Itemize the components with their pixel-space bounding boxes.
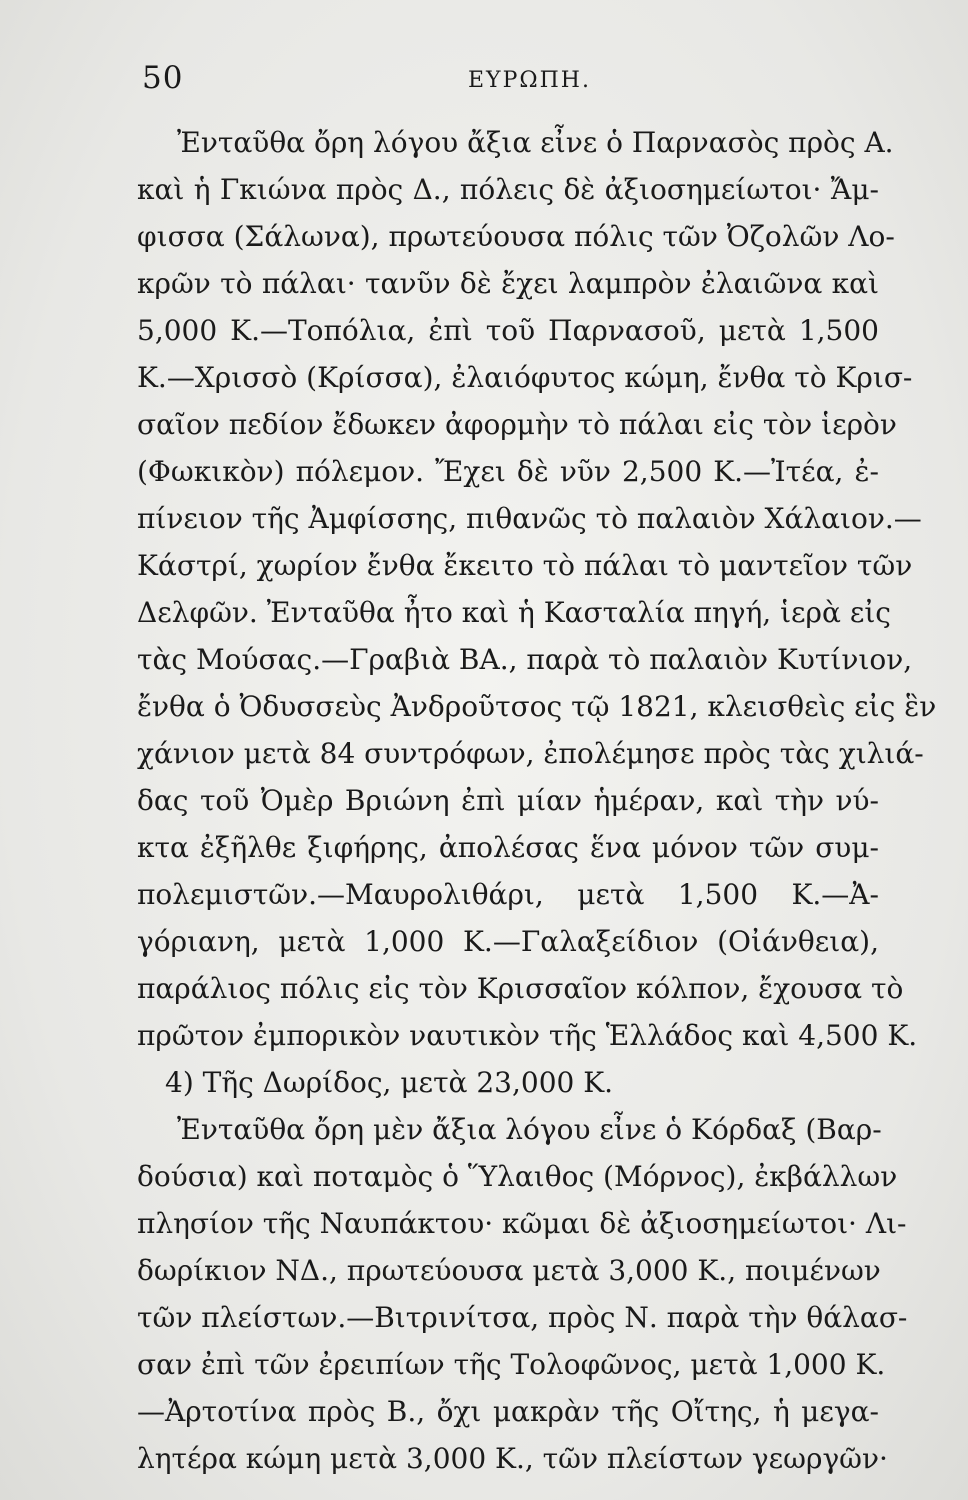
text-line: δούσια) καὶ ποταμὸς ὁ Ὕλαιθος (Μόρνος), ἐκβάλλων — [137, 1160, 898, 1193]
text-line: πλησίον τῆς Ναυπάκτου· κῶμαι δὲ ἀξιοσημείωτοι· Λι- — [137, 1207, 907, 1240]
text-line: Κ.—Χρισσὸ (Κρίσσα), ἐλαιόφυτος κώμη, ἔνθα τὸ Κρισ- — [137, 361, 913, 394]
text-line: 5,000 Κ.—Τοπόλια, ἐπὶ τοῦ Παρνασοῦ, μετὰ 1,500 — [137, 314, 879, 347]
text-line: Δελφῶν. Ἐνταῦθα ἦτο καὶ ἡ Κασταλία πηγή, ἱερὰ εἰς — [137, 596, 891, 629]
text-line: λητέρα κώμη μετὰ 3,000 Κ., τῶν πλείστων γεωργῶν· — [137, 1442, 888, 1475]
text-line: δας τοῦ Ὀμὲρ Βριώνη ἐπὶ μίαν ἡμέραν, καὶ τὴν νύ- — [137, 784, 879, 817]
text-line: ἔνθα ὁ Ὀδυσσεὺς Ἀνδροῦτσος τῷ 1821, κλεισθεὶς εἰς ἓν — [137, 690, 937, 723]
text-line: τῶν πλείστων.—Βιτρινίτσα, πρὸς Ν. παρὰ τὴν θάλασ- — [137, 1301, 908, 1334]
text-line: φισσα (Σάλωνα), πρωτεύουσα πόλις τῶν Ὀζολῶν Λο- — [137, 220, 895, 253]
text-line: χάνιον μετὰ 84 συντρόφων, ἐπολέμησε πρὸς τὰς χιλιά- — [137, 737, 924, 770]
text-line: πρῶτον ἐμπορικὸν ναυτικὸν τῆς Ἑλλάδος καὶ 4,500 Κ. — [137, 1019, 918, 1052]
page-header — [0, 60, 968, 100]
text-line: δωρίκιον ΝΔ., πρωτεύουσα μετὰ 3,000 Κ., ποιμένων — [137, 1254, 881, 1287]
text-line: γόριανη, μετὰ 1,000 Κ.—Γαλαξείδιον (Οἰάνθεια), — [137, 925, 879, 958]
text-line: Κάστρί, χωρίον ἔνθα ἔκειτο τὸ πάλαι τὸ μαντεῖον τῶν — [137, 549, 913, 582]
text-line: (Φωκικὸν) πόλεμον. Ἔχει δὲ νῦν 2,500 Κ.—Ἰτέα, ἐ- — [137, 455, 879, 488]
body-text — [137, 119, 937, 1482]
page-number: 50 — [142, 60, 184, 96]
text-line: —Ἀρτοτίνα πρὸς Β., ὄχι μακρὰν τῆς Οἴτης, ἡ μεγα- — [137, 1395, 879, 1428]
text-line: κρῶν τὸ πάλαι· τανῦν δὲ ἔχει λαμπρὸν ἐλαιῶνα καὶ — [137, 267, 879, 300]
text-line: πίνειον τῆς Ἀμφίσσης, πιθανῶς τὸ παλαιὸν Χάλαιον.— — [137, 502, 922, 535]
running-head: ΕΥΡΩΠΗ. — [468, 68, 591, 93]
text-line: κτα ἐξῆλθε ξιφήρης, ἀπολέσας ἕνα μόνον τῶν συμ- — [137, 831, 879, 864]
text-line: Ἐνταῦθα ὄρη μὲν ἄξια λόγου εἶνε ὁ Κόρδαξ (Βαρ- — [177, 1113, 882, 1146]
text-line: πολεμιστῶν.—Μαυρολιθάρι, μετὰ 1,500 Κ.—Ἀ- — [137, 878, 879, 911]
text-line: σαῖον πεδίον ἔδωκεν ἀφορμὴν τὸ πάλαι εἰς τὸν ἱερὸν — [137, 408, 897, 441]
text-line: Ἐνταῦθα ὄρη λόγου ἄξια εἶνε ὁ Παρνασὸς πρὸς Α. — [177, 126, 894, 159]
text-line: παράλιος πόλις εἰς τὸν Κρισσαῖον κόλπον, ἔχουσα τὸ — [137, 972, 904, 1005]
text-line: τὰς Μούσας.—Γραβιὰ ΒΑ., παρὰ τὸ παλαιὸν Κυτίνιον, — [137, 643, 913, 676]
section-heading: 4) Τῆς Δωρίδος, μετὰ 23,000 Κ. — [165, 1066, 614, 1099]
text-line: σαν ἐπὶ τῶν ἐρειπίων τῆς Τολοφῶνος, μετὰ 1,000 Κ. — [137, 1348, 886, 1381]
text-line: καὶ ἡ Γκιώνα πρὸς Δ., πόλεις δὲ ἀξιοσημείωτοι· Ἄμ- — [137, 173, 879, 206]
